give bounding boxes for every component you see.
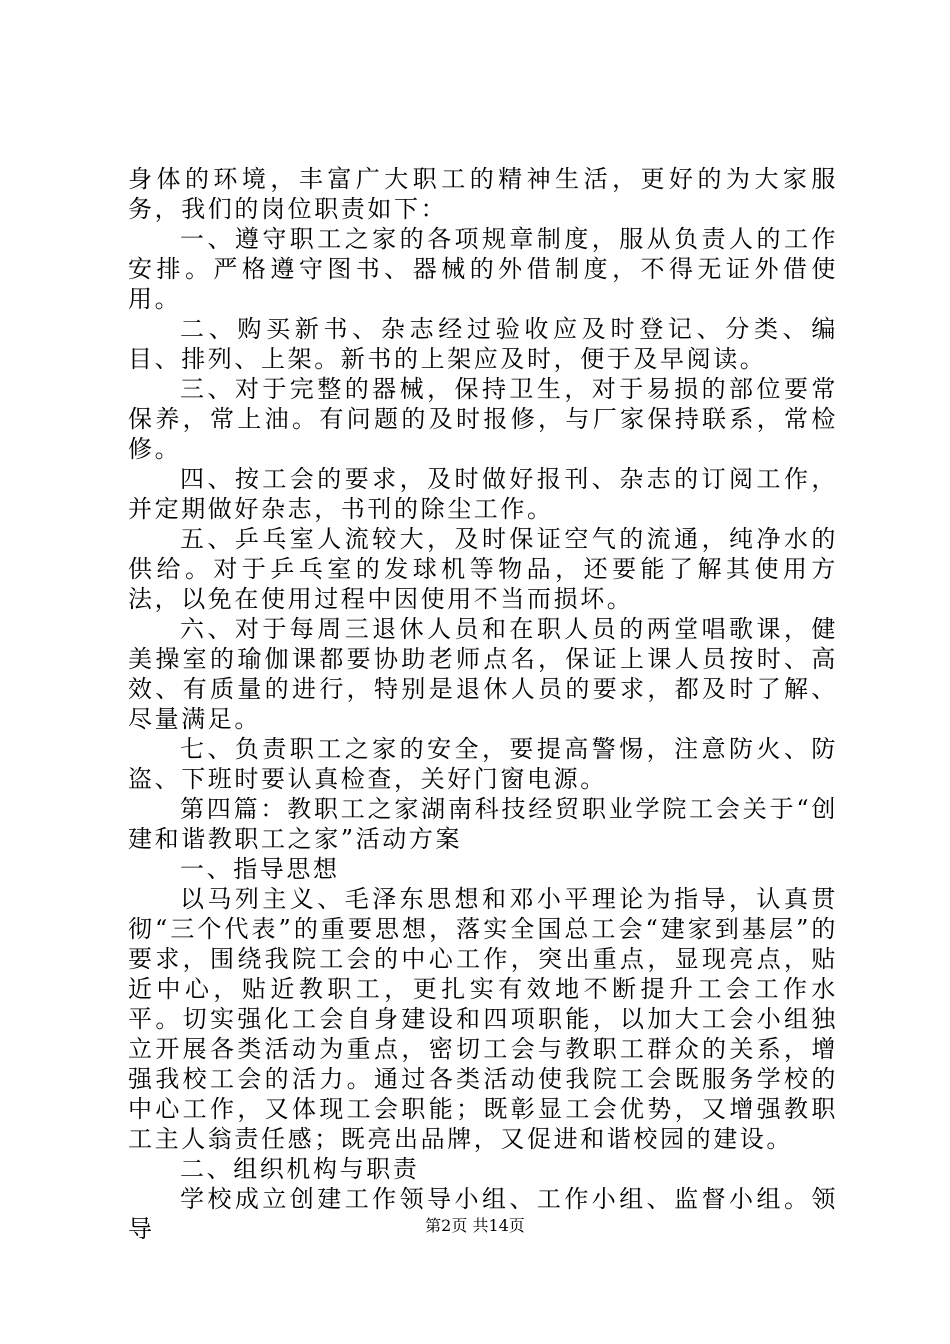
chapter-heading: 第四篇：教职工之家湖南科技经贸职业学院工会关于“创建和谐教职工之家”活动方案	[128, 795, 838, 853]
paragraph-duty-4: 四、按工会的要求，及时做好报刊、杂志的订阅工作，并定期做好杂志，书刊的除尘工作。	[128, 465, 838, 523]
section-heading-guiding-ideology: 一、指导思想	[180, 855, 340, 883]
paragraph-duty-7: 七、负责职工之家的安全，要提高警惕，注意防火、防盗、下班时要认真检查，关好门窗电源。	[128, 735, 838, 793]
paragraph-intro: 身体的环境，丰富广大职工的精神生活，更好的为大家服务，我们的岗位职责如下：	[128, 165, 838, 223]
paragraph-organization: 学校成立创建工作领导小组、工作小组、监督小组。领导	[128, 1185, 838, 1243]
page-number-label: 第2页 共14页	[425, 1216, 525, 1235]
paragraph-duty-2: 二、购买新书、杂志经过验收应及时登记、分类、编目、排列、上架。新书的上架应及时，便于及早阅读。	[128, 315, 838, 373]
document-body	[128, 164, 838, 1244]
section-heading-organization: 二、组织机构与职责	[180, 1155, 420, 1183]
paragraph-duty-3: 三、对于完整的器械，保持卫生，对于易损的部位要常保养，常上油。有问题的及时报修，与厂家保持联系，常检修。	[128, 375, 838, 463]
paragraph-duty-1: 一、遵守职工之家的各项规章制度，服从负责人的工作安排。严格遵守图书、器械的外借制度，不得无证外借使用。	[128, 225, 838, 313]
page-footer	[0, 1216, 950, 1236]
paragraph-guiding-ideology: 以马列主义、毛泽东思想和邓小平理论为指导，认真贯彻“三个代表”的重要思想，落实全国总工会“建家到基层”的要求，围绕我院工会的中心工作，突出重点，显现亮点，贴近中心，贴近教职工，更扎实有效地不断提升工会工作水平。切实强化工会自身建设和四项职能，以加大工会小组独立开展各类活动为重点，密切工会与教职工群众的关系，增强我校工会的活力。通过各类活动使我院工会既服务学校的中心工作，又体现工会职能；既彰显工会优势，又增强教职工主人翁责任感；既亮出品牌，又促进和谐校园的建设。	[128, 885, 838, 1153]
paragraph-duty-5: 五、乒乓室人流较大，及时保证空气的流通，纯净水的供给。对于乒乓室的发球机等物品，还要能了解其使用方法，以免在使用过程中因使用不当而损坏。	[128, 525, 838, 613]
paragraph-duty-6: 六、对于每周三退休人员和在职人员的两堂唱歌课，健美操室的瑜伽课都要协助老师点名，保证上课人员按时、高效、有质量的进行，特别是退休人员的要求，都及时了解、尽量满足。	[128, 615, 838, 733]
